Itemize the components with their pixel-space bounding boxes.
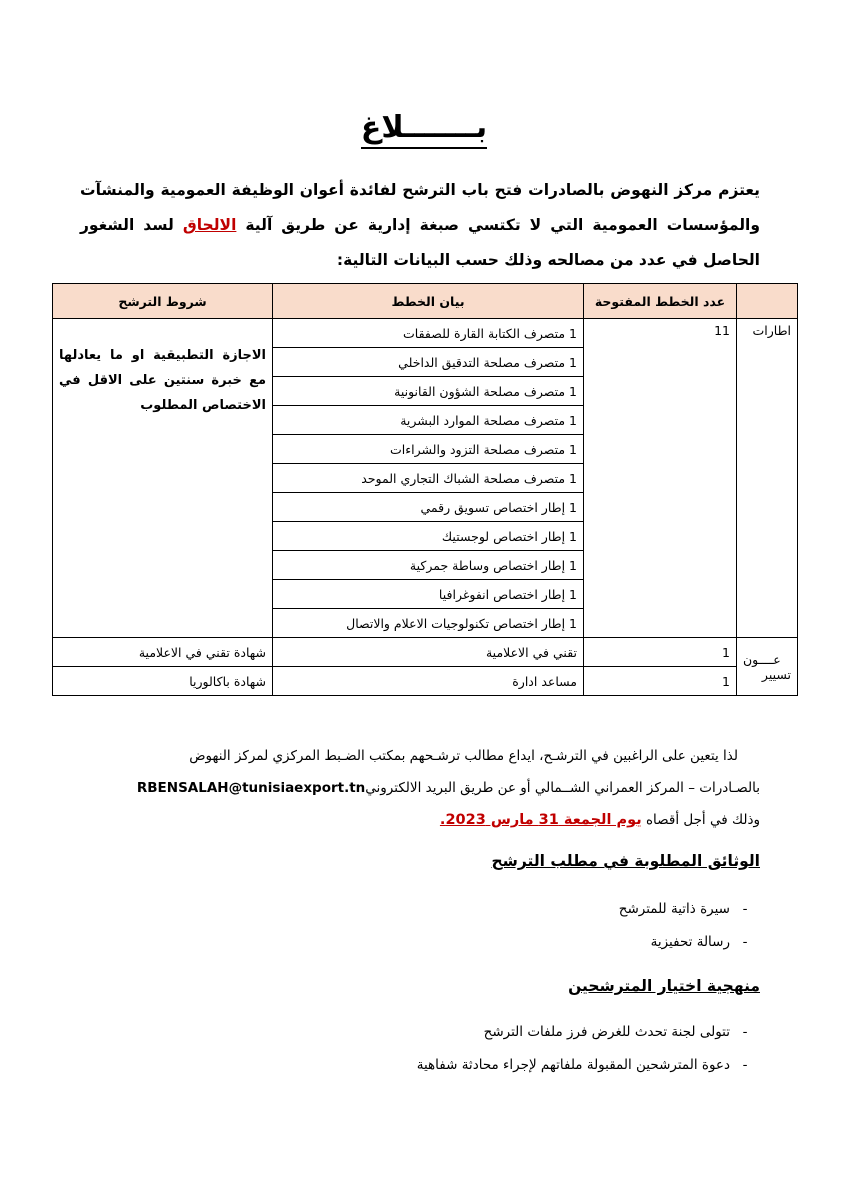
- post-cell: 1 إطار اختصاص تكنولوجيات الاعلام والاتصال: [273, 609, 584, 638]
- table-row: [53, 319, 798, 348]
- attachment-mechanism-highlight: الالحاق: [182, 216, 237, 234]
- post-cell: 1 متصرف مصلحة الشؤون القانونية: [273, 377, 584, 406]
- group-executives-count: 11: [584, 319, 737, 638]
- header-conditions: شروط الترشح: [53, 284, 273, 319]
- list-item: -دعوة المترشحين المقبولة ملفاتهم لإجراء محادثة شفاهية: [416, 1057, 748, 1073]
- selection-list: [417, 1016, 760, 1082]
- contact-email-link[interactable]: RBENSALAH@tunisiaexport.tn: [136, 780, 366, 796]
- post-cell: 1 إطار اختصاص انفوغرافيا: [273, 580, 584, 609]
- table-header-row: [53, 284, 798, 319]
- group-executives-type: اطارات: [737, 319, 798, 638]
- post-cell: 1 إطار اختصاص تسويق رقمي: [273, 493, 584, 522]
- header-count: عدد الخطط المفتوحة: [584, 284, 737, 319]
- post-cell: 1 متصرف مصلحة الموارد البشرية: [273, 406, 584, 435]
- application-paragraph: لذا يتعين على الراغبين في الترشـح، ايداع مطالب ترشـحهم بمكتب الضـبط المركزي لمركز النهوض بالصـادرات – المركز العمراني الشــمالي أو عن طريق البريد الالكترونيRBENSALAH@tunisiaexport.tn وذلك في أجل أقصاه يوم الجمعة 31 مارس 2023.: [136, 748, 760, 828]
- post-cell: مساعد ادارة: [273, 667, 584, 696]
- selection-heading: منهجية اختيار المترشحين: [568, 977, 760, 995]
- documents-list: [619, 893, 760, 959]
- table-row: [53, 638, 798, 667]
- count-cell: 1: [584, 638, 737, 667]
- condition-cell: شهادة باكالوريا: [53, 667, 273, 696]
- list-item: -تتولى لجنة تحدث للغرض فرز ملفات الترشح: [483, 1024, 748, 1040]
- post-cell: 1 متصرف مصلحة الشباك التجاري الموحد: [273, 464, 584, 493]
- deadline-date: يوم الجمعة 31 مارس 2023.: [439, 812, 642, 828]
- post-cell: 1 متصرف الكتابة القارة للصفقات: [273, 319, 584, 348]
- group-agents-type: عــــون تسيير: [737, 638, 798, 696]
- table-row: [53, 667, 798, 696]
- list-item: -سيرة ذاتية للمترشح: [618, 901, 748, 917]
- post-cell: 1 إطار اختصاص وساطة جمركية: [273, 551, 584, 580]
- header-posts: بيان الخطط: [273, 284, 584, 319]
- documents-heading: الوثائق المطلوبة في مطلب الترشح: [491, 852, 760, 870]
- intro-paragraph: يعتزم مركز النهوض بالصادرات فتح باب الترشح لفائدة أعوان الوظيفة العمومية والمنشآت والمؤسسات العمومية التي لا تكتسي صبغة إدارية عن طريق آلية الالحاق لسد الشغور الحاصل في عدد من مصالحه وذلك حسب البيانات التالية:: [80, 181, 760, 269]
- header-type: [737, 284, 798, 319]
- condition-cell: شهادة تقني في الاعلامية: [53, 638, 273, 667]
- group-executives-conditions: الاجازة التطبيقية او ما يعادلها مع خبرة سنتين على الاقل في الاختصاص المطلوب: [53, 319, 273, 638]
- post-cell: 1 متصرف مصلحة التزود والشراءات: [273, 435, 584, 464]
- post-cell: 1 إطار اختصاص لوجستيك: [273, 522, 584, 551]
- list-item: -رسالة تحفيزية: [650, 934, 748, 950]
- positions-table: [52, 283, 798, 696]
- post-cell: تقني في الاعلامية: [273, 638, 584, 667]
- post-cell: 1 متصرف مصلحة التدقيق الداخلي: [273, 348, 584, 377]
- announcement-title: بـــــــلاغ: [0, 110, 848, 145]
- count-cell: 1: [584, 667, 737, 696]
